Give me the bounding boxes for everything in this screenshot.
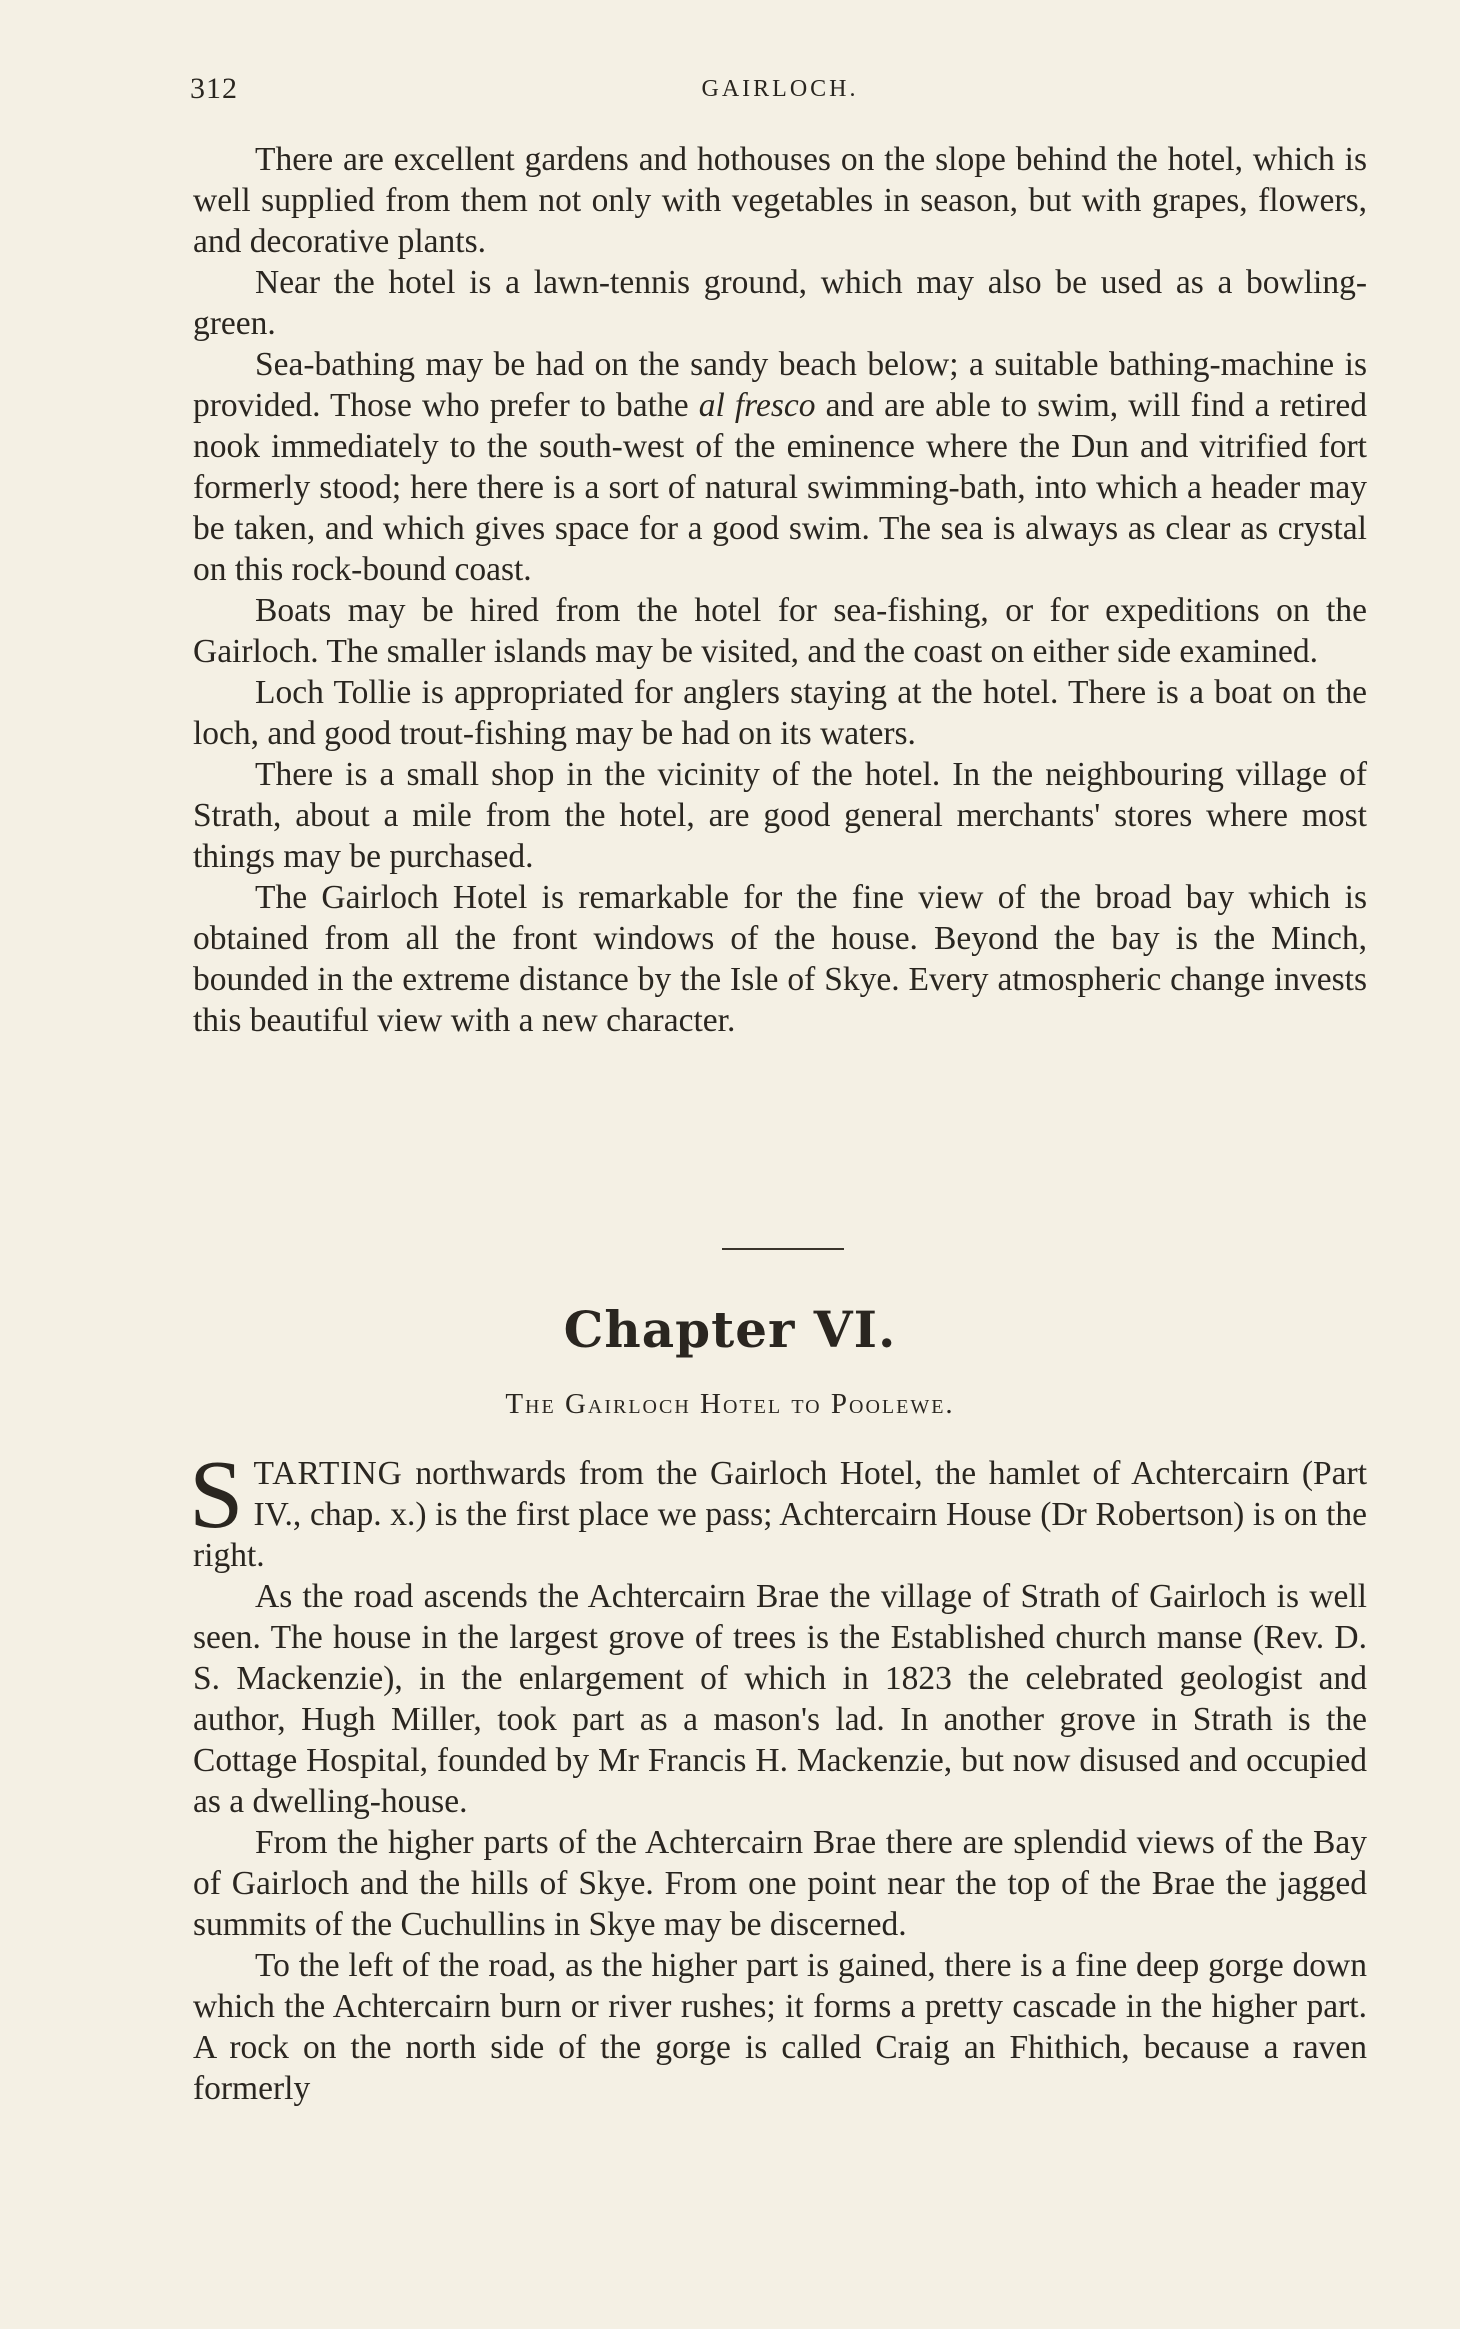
bathing-text-before: Sea-bathing may be had on the sandy beach below; a suitable bathing-machine is provided. Those who prefer to bathe bbox=[193, 346, 1367, 424]
bathing-text-after: and are able to swim, will find a retired nook immediately to the south-west of the eminence where the Dun and vitrified fort formerly stood; here there is a sort of natural swimming-bath, into which a header may be taken, and which gives space for a good swim. The sea is always as clear as crystal on this rock-bound coast. bbox=[193, 387, 1367, 588]
chapter-body bbox=[189, 1441, 1367, 2109]
paragraph-starting bbox=[189, 1441, 1367, 1576]
running-head-title: GAIRLOCH. bbox=[701, 76, 859, 102]
paragraph-view: The Gairloch Hotel is remarkable for the fine view of the broad bay which is obtained from all the front windows of the house. Beyond the bay is the Minch, bounded in the extreme distance by the Isle of Skye. Every atmospheric change invests this beautiful view with a new character. bbox=[193, 879, 1367, 1039]
paragraph-sea-bathing bbox=[193, 344, 1367, 590]
chapter-title: Chapter VI. bbox=[563, 1300, 897, 1359]
paragraph-shop: There is a small shop in the vicinity of the hotel. In the neighbouring village of Strath, about a mile from the hotel, are good general merchants' stores where most things may be purchased. bbox=[193, 756, 1367, 875]
section-divider-rule bbox=[722, 1248, 844, 1250]
paragraph-boats: Boats may be hired from the hotel for sea-fishing, or for expeditions on the Gairloch. The smaller islands may be visited, and the coast on either side examined. bbox=[193, 592, 1367, 670]
paragraph-gorge: To the left of the road, as the higher part is gained, there is a fine deep gorge down which the Achtercairn burn or river rushes; it forms a pretty cascade in the higher part. A rock on the north side of the gorge is called Craig an Fhithich, because a raven formerly bbox=[193, 1947, 1367, 2107]
paragraph-achtercairn-brae: As the road ascends the Achtercairn Brae the village of Strath of Gairloch is well seen. The house in the largest grove of trees is the Established church manse (Rev. D. S. Mackenzie), in the enlargement of which in 1823 the celebrated geologist and author, Hugh Miller, took part as a mason's lad. In another grove in Strath is the Cottage Hospital, founded by Mr Francis H. Mackenzie, but now disused and occupied as a dwelling-house. bbox=[193, 1578, 1367, 1820]
opening-word: TARTING bbox=[253, 1455, 403, 1492]
paragraph-gardens: There are excellent gardens and hothouses on the slope behind the hotel, which is well supplied from them not only with vegetables in season, but with grapes, flowers, and decorative plants. bbox=[193, 141, 1367, 260]
paragraph-lawn-tennis: Near the hotel is a lawn-tennis ground, which may also be used as a bowling-green. bbox=[193, 264, 1367, 342]
hotel-amenities-section bbox=[193, 139, 1367, 1041]
chapter-subtitle: The Gairloch Hotel to Poolewe. bbox=[505, 1388, 955, 1420]
running-head bbox=[190, 72, 1370, 112]
paragraph-loch-tollie: Loch Tollie is appropriated for anglers staying at the hotel. There is a boat on the loch, and good trout-fishing may be had on its waters. bbox=[193, 674, 1367, 752]
page-number: 312 bbox=[190, 72, 238, 105]
opening-text: northwards from the Gairloch Hotel, the hamlet of Achtercairn (Part IV., chap. x.) is the first place we pass; Achtercairn House (Dr Robertson) is on the right. bbox=[193, 1455, 1367, 1574]
paragraph-higher-parts: From the higher parts of the Achtercairn Brae there are splendid views of the Bay of Gairloch and the hills of Skye. From one point near the top of the Brae the jagged summits of the Cuchullins in Skye may be discerned. bbox=[193, 1824, 1367, 1943]
drop-cap: S bbox=[189, 1441, 244, 1549]
al-fresco-italic: al fresco bbox=[698, 387, 816, 424]
